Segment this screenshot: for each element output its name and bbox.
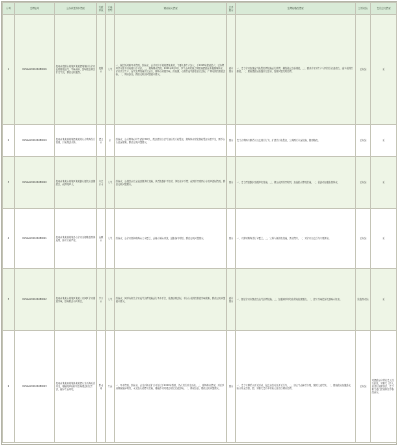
cell-type: 生态 xyxy=(106,331,115,443)
header-verified: 是否属实 xyxy=(227,3,236,15)
cell-type: 大气 xyxy=(106,157,115,209)
cell-verified: 部分属实 xyxy=(227,15,236,125)
cell-no: 2 xyxy=(3,125,15,157)
cell-no: 5 xyxy=(3,269,15,331)
cell-closed: 已办结 xyxy=(356,15,371,125)
table-row xyxy=(3,15,397,125)
cell-investigation: 经核查，该企业原料堆场未完全覆盖，运输车辆未冲洗，道路扬尘明显。群众反映问题属实。 xyxy=(115,209,227,269)
table-row xyxy=(3,269,397,331)
header-no: 序号 xyxy=(3,3,15,15)
cell-handling: 一、责令立即停止开采活动，依法查处无证开采行为。二、制定生态修复方案，限期完成复绿。三、属地政府加强巡查，防止死灰复燃。四、对相关责任单位和人员进行调查处理。 xyxy=(236,331,356,443)
table-row xyxy=(3,331,397,443)
cell-issue: 贵州省某某市某某区某某工业园区企业排放异味，影响附近小区居民。 xyxy=(55,269,97,331)
header-investigation: 调查核实情况 xyxy=(115,3,227,15)
cell-issue: 贵州省某某州某某县某某镇有采石场无证开采，爆破噪声和粉尘影响周边村民生活，破坏生态环境。 xyxy=(55,331,97,443)
cell-no: 6 xyxy=(3,331,15,443)
table-row xyxy=(3,157,397,209)
cell-closed: 已办结 xyxy=(356,157,371,209)
cell-verified: 部分属实 xyxy=(227,269,236,331)
header-closed: 是否办结 xyxy=(356,3,371,15)
table-row xyxy=(3,209,397,269)
table-row xyxy=(3,125,397,157)
cell-no: 1 xyxy=(3,15,15,125)
cell-accountability: 无 xyxy=(371,125,397,157)
cell-closed: 阶段性办结 xyxy=(356,269,371,331)
cell-closed: 已办结 xyxy=(356,125,371,157)
cell-verified: 属实 xyxy=(227,157,236,209)
cell-no: 4 xyxy=(3,209,15,269)
cell-closed: 已办结 xyxy=(356,209,371,269)
cell-accountability: 无 xyxy=(371,209,397,269)
table-header-row xyxy=(3,3,397,15)
cell-no: 3 xyxy=(3,157,15,209)
cell-verified: 属实 xyxy=(227,209,236,269)
cell-region: 黔南州 xyxy=(97,331,106,443)
cell-region: 六盘水市 xyxy=(97,157,106,209)
cell-issue: 贵州省某某县某某镇某某村有养殖场粪污直排，污染周边水体。 xyxy=(55,125,97,157)
cell-handling: 一、督促企业升级改造废气治理设施。二、加强园区环境监管和监测频次。三、建立异味投诉快速响应机制。 xyxy=(236,269,356,331)
cell-type: 水 xyxy=(106,125,115,157)
cell-id: D2SGA202106080021 xyxy=(15,209,55,269)
complaint-table xyxy=(2,2,397,443)
cell-type: 大气 xyxy=(106,269,115,331)
cell-handling: 一、责令清洗维护油烟净化设施。二、规范夜间经营时间，加装隔音降噪措施。三、街道办加强监督检查。 xyxy=(236,157,356,209)
header-region: 行政区域 xyxy=(97,3,106,15)
cell-accountability: 对镇政府分管负责人进行约谈，对相关工作人员进行诫勉谈话，责令相关部门深刻检讨并整改落实。 xyxy=(371,331,397,443)
cell-id: D2SGA202106080023 xyxy=(15,331,55,443)
cell-handling: 责令养殖场立即停止违法排污行为，扩建粪污收集池，完善雨污分流设施，限期整改。 xyxy=(236,125,356,157)
cell-investigation: 一、基本情况。经核查，该采石场采矿许可证已于2020年到期，仍在进行开采活动。二、现场检查情况。开采区域植被破坏明显，未采取有效降尘措施，爆破作业对周边村民造成影响。三、调查结论。群众反映问题属实。 xyxy=(115,331,227,443)
complaint-table-sheet xyxy=(1,1,397,445)
cell-id: D2SGA202106080022 xyxy=(15,269,55,331)
cell-issue: 贵州省某某县某某乡有企业违规堆放固体废物，扬尘污染严重。 xyxy=(55,209,97,269)
cell-verified: 属实 xyxy=(227,331,236,443)
cell-investigation: 经核查，该餐饮店已安装油烟净化设施，但清洗维护不及时，净化效率下降；夜间经营期间存在噪声超标情况。群众反映问题属实。 xyxy=(115,157,227,209)
cell-investigation: 经核查，园区内相关企业废气治理设施运行基本正常，监测结果达标，但存在无组织排放异味现象。群众反映问题部分属实。 xyxy=(115,269,227,331)
cell-id: D2SGA202106080016 xyxy=(15,15,55,125)
cell-accountability: 无 xyxy=(371,157,397,209)
cell-id: D2SGA202106080019 xyxy=(15,125,55,157)
cell-region: 安顺市 xyxy=(97,209,106,269)
header-accountability: 责任追究情况 xyxy=(371,3,397,15)
cell-accountability: 无 xyxy=(371,15,397,125)
header-issue: 交办问题基本情况 xyxy=(55,3,97,15)
header-handling: 处理和整改情况 xyxy=(236,3,356,15)
cell-investigation: 一、被投诉对象基本情况。经核查，该企业位于某某镇某某村，主要从事生产加工，于2018年建成投产，已办理环评审批手续和排污许可证。二、现场调查情况。2021年6月9日，区生态环境局会同属地镇政府开展现场检查，企业正常生产，废气处理设施正常运行，现场有轻微异味。经监测，有组织废气排放浓度达标，厂界无组织排放达标。三、调查结论。群众反映的问题部分属实。 xyxy=(115,15,227,125)
cell-issue: 贵州省某某市某某区某某路有餐饮店油烟扰民，夜间噪声大。 xyxy=(55,157,97,209)
cell-investigation: 经核查，该养殖场存栏生猪约300头，配套建设有沼气池和粪污收集池，现场检查时发现收集池容量不足，雨季存在溢流现象。群众反映问题属实。 xyxy=(115,125,227,157)
cell-handling: 一、立即对堆场进行全覆盖。二、完善车辆冲洗设施，洒水降尘。三、对企业违法行为立案调查。 xyxy=(236,209,356,269)
cell-id: D2SGA202106080020 xyxy=(15,157,55,209)
cell-verified: 属实 xyxy=(227,125,236,157)
cell-region: 遵义市 xyxy=(97,125,106,157)
cell-accountability: 无 xyxy=(371,269,397,331)
cell-closed: 已办结 xyxy=(356,331,371,443)
cell-type: 大气 xyxy=(106,209,115,269)
header-id: 受理编号 xyxy=(15,3,55,15)
cell-handling: 一、责令企业加强废气收集处理设施运行管理，确保稳定达标排放。二、要求企业对生产车间进行密闭改造，减少无组织排放。三、属地镇政府加强日常巡查，发现问题及时处理。 xyxy=(236,15,356,125)
header-type: 污染类型 xyxy=(106,3,115,15)
cell-region: 毕节市 xyxy=(97,269,106,331)
cell-issue: 贵州省贵阳市某某区某某镇某某村有企业长期排放废气，气味刺鼻，影响周边居民正常生活，群众反映强烈。 xyxy=(55,15,97,125)
cell-type: 大气 xyxy=(106,15,115,125)
cell-region: 贵阳市 xyxy=(97,15,106,125)
